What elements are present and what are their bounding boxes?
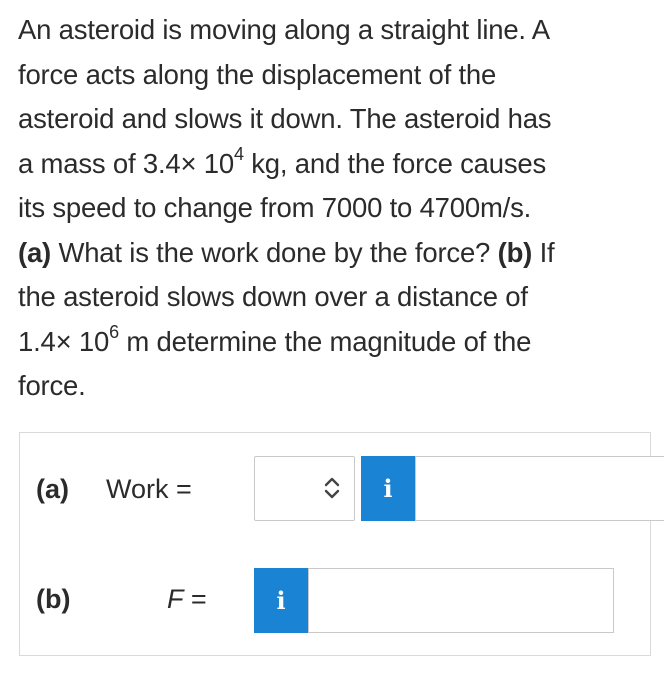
question-line-1: An asteroid is moving along a straight line. A <box>18 14 550 45</box>
distance-text: 1.4× 10 <box>18 325 110 357</box>
force-label: F = <box>167 584 207 614</box>
part-a-label: (a) <box>36 474 69 504</box>
question-line-5: its speed to change from 7000 to 4700m/s. <box>18 192 532 223</box>
updown-chevron-icon <box>322 475 342 501</box>
part-a-marker: (a) <box>18 236 52 268</box>
distance-text-rest: m determine the magnitude of the <box>118 325 532 357</box>
question-line-3: asteroid and slows it down. The asteroid has <box>18 103 552 134</box>
question-line-6 <box>18 231 648 276</box>
part-b-label: (b) <box>36 584 71 614</box>
info-icon: i <box>276 586 286 615</box>
part-a-question: What is the work done by the force? <box>51 236 498 268</box>
mass-exponent: 4 <box>233 144 244 165</box>
part-b-question-start: If <box>532 236 555 268</box>
question-line-7: the asteroid slows down over a distance of <box>18 281 528 312</box>
question-line-8 <box>18 320 648 365</box>
mass-text: a mass of 3.4× 10 <box>18 147 234 179</box>
work-input[interactable] <box>415 456 664 521</box>
info-icon: i <box>383 474 393 503</box>
question-line-2: force acts along the displacement of the <box>18 58 497 90</box>
force-info-button[interactable] <box>254 568 308 633</box>
question-text <box>18 8 648 409</box>
mass-text-rest: kg, and the force causes <box>243 147 547 179</box>
question-line-9: force. <box>18 370 86 401</box>
force-input[interactable] <box>308 568 614 633</box>
work-units-select[interactable] <box>254 456 355 521</box>
distance-exponent: 6 <box>109 322 119 343</box>
work-info-button[interactable] <box>361 456 415 521</box>
work-label: Work = <box>106 474 192 504</box>
part-b-marker: (b) <box>497 236 533 268</box>
question-line-4 <box>18 142 648 187</box>
